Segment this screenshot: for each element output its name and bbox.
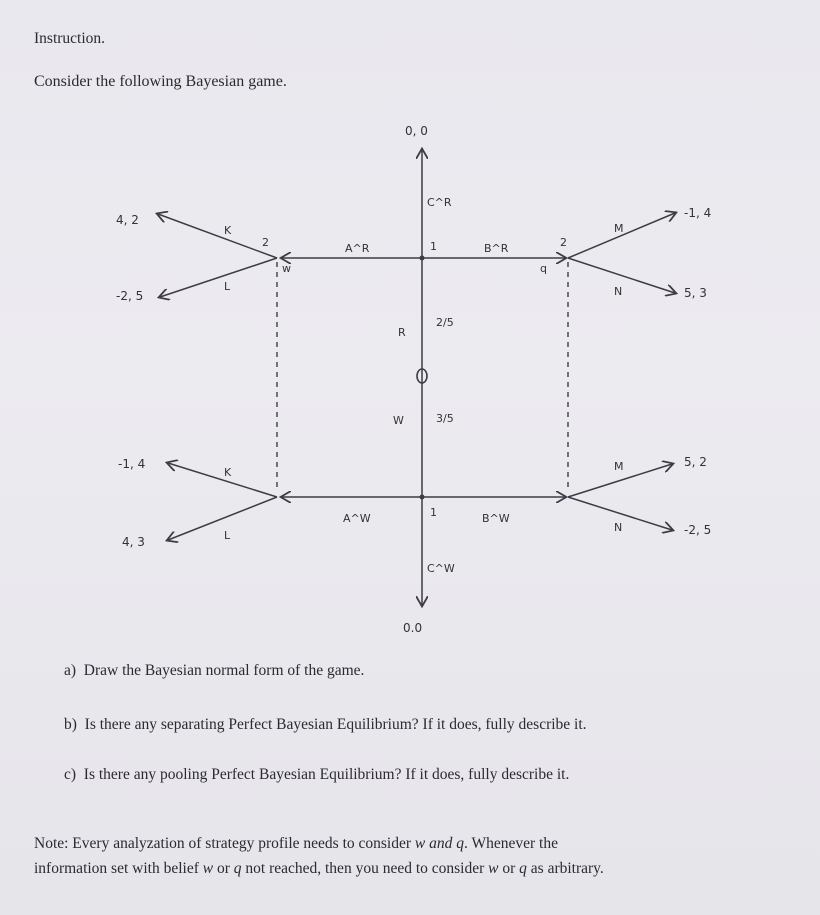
sender-node-bottom — [420, 495, 425, 500]
label-prob-r: 2/5 — [436, 316, 454, 329]
label-k-bottom: K — [224, 466, 232, 479]
question-a-label: a) — [64, 662, 77, 679]
note-var-q: q — [519, 860, 527, 877]
note-text-end: . Whenever the — [464, 835, 558, 852]
label-player2-right: 2 — [560, 236, 567, 249]
label-player1-bottom: 1 — [430, 506, 437, 519]
label-l-top: L — [224, 280, 231, 293]
note-var-w: w — [488, 860, 499, 877]
note-var-q: q — [456, 835, 465, 852]
note-text-mid: not reached, then you need to consider — [241, 860, 489, 877]
label-c-w: C^W — [427, 562, 455, 575]
note-or: or — [498, 860, 520, 877]
label-type-r: R — [398, 326, 406, 339]
payoff-right-top-m: -1, 4 — [684, 206, 712, 220]
note-var-w: w — [202, 860, 214, 877]
question-c — [64, 766, 569, 784]
note-text-end: as arbitrary. — [526, 860, 604, 877]
note-var-q: q — [233, 860, 242, 877]
label-l-bottom: L — [224, 529, 231, 542]
payoff-top-center: 0, 0 — [405, 124, 428, 138]
label-player1-top: 1 — [430, 240, 437, 253]
payoff-left-top-l: -2, 5 — [116, 289, 144, 303]
question-a-text: Draw the Bayesian normal form of the game. — [83, 662, 365, 679]
question-a — [64, 662, 364, 680]
payoff-left-bottom-l: 4, 3 — [122, 535, 145, 549]
sender-node-top — [420, 256, 425, 261]
question-c-label: c) — [64, 766, 77, 783]
label-belief-q: q — [540, 262, 547, 275]
payoff-bottom-center: 0.0 — [403, 621, 423, 635]
label-a-r: A^R — [345, 242, 370, 255]
note-line-1 — [34, 835, 558, 853]
label-type-w: W — [393, 414, 404, 427]
label-k-top: K — [224, 224, 232, 237]
payoff-left-top-k: 4, 2 — [116, 213, 139, 227]
payoff-left-bottom-k: -1, 4 — [118, 457, 146, 471]
label-c-r: C^R — [427, 196, 452, 209]
edge-left-top-l — [160, 258, 277, 297]
instruction-heading: Instruction. — [34, 30, 106, 47]
label-m-top: M — [614, 222, 624, 235]
label-prob-w: 3/5 — [436, 412, 454, 425]
note-text: information set with belief — [34, 860, 203, 877]
label-n-bottom: N — [614, 521, 623, 534]
question-b-label: b) — [64, 716, 77, 733]
note-line-2 — [34, 860, 604, 878]
question-b — [64, 716, 587, 734]
payoff-right-top-n: 5, 3 — [684, 286, 707, 300]
intro-text: Consider the following Bayesian game. — [34, 73, 287, 90]
label-n-top: N — [614, 285, 623, 298]
question-b-text: Is there any separating Perfect Bayesian Equilibrium? If it does, fully describe it. — [84, 716, 587, 733]
label-belief-w: w — [282, 262, 291, 275]
note-text: Note: Every analyzation of strategy profile needs to consider — [34, 835, 415, 852]
payoff-right-bottom-n: -2, 5 — [684, 523, 712, 537]
question-c-text: Is there any pooling Perfect Bayesian Equilibrium? If it does, fully describe it. — [83, 766, 570, 783]
label-b-w: B^W — [482, 512, 510, 525]
edge-left-top-k — [158, 214, 277, 258]
payoff-right-bottom-m: 5, 2 — [684, 455, 707, 469]
label-player2-left: 2 — [262, 236, 269, 249]
label-m-bottom: M — [614, 460, 624, 473]
note-and: and — [429, 835, 453, 852]
note-var-w: w — [414, 835, 426, 852]
edge-right-top-m — [568, 213, 675, 258]
label-a-w: A^W — [343, 512, 371, 525]
note-or: or — [213, 860, 234, 877]
edge-left-bottom-k — [168, 463, 277, 497]
edge-left-bottom-l — [168, 497, 277, 540]
label-b-r: B^R — [484, 242, 509, 255]
